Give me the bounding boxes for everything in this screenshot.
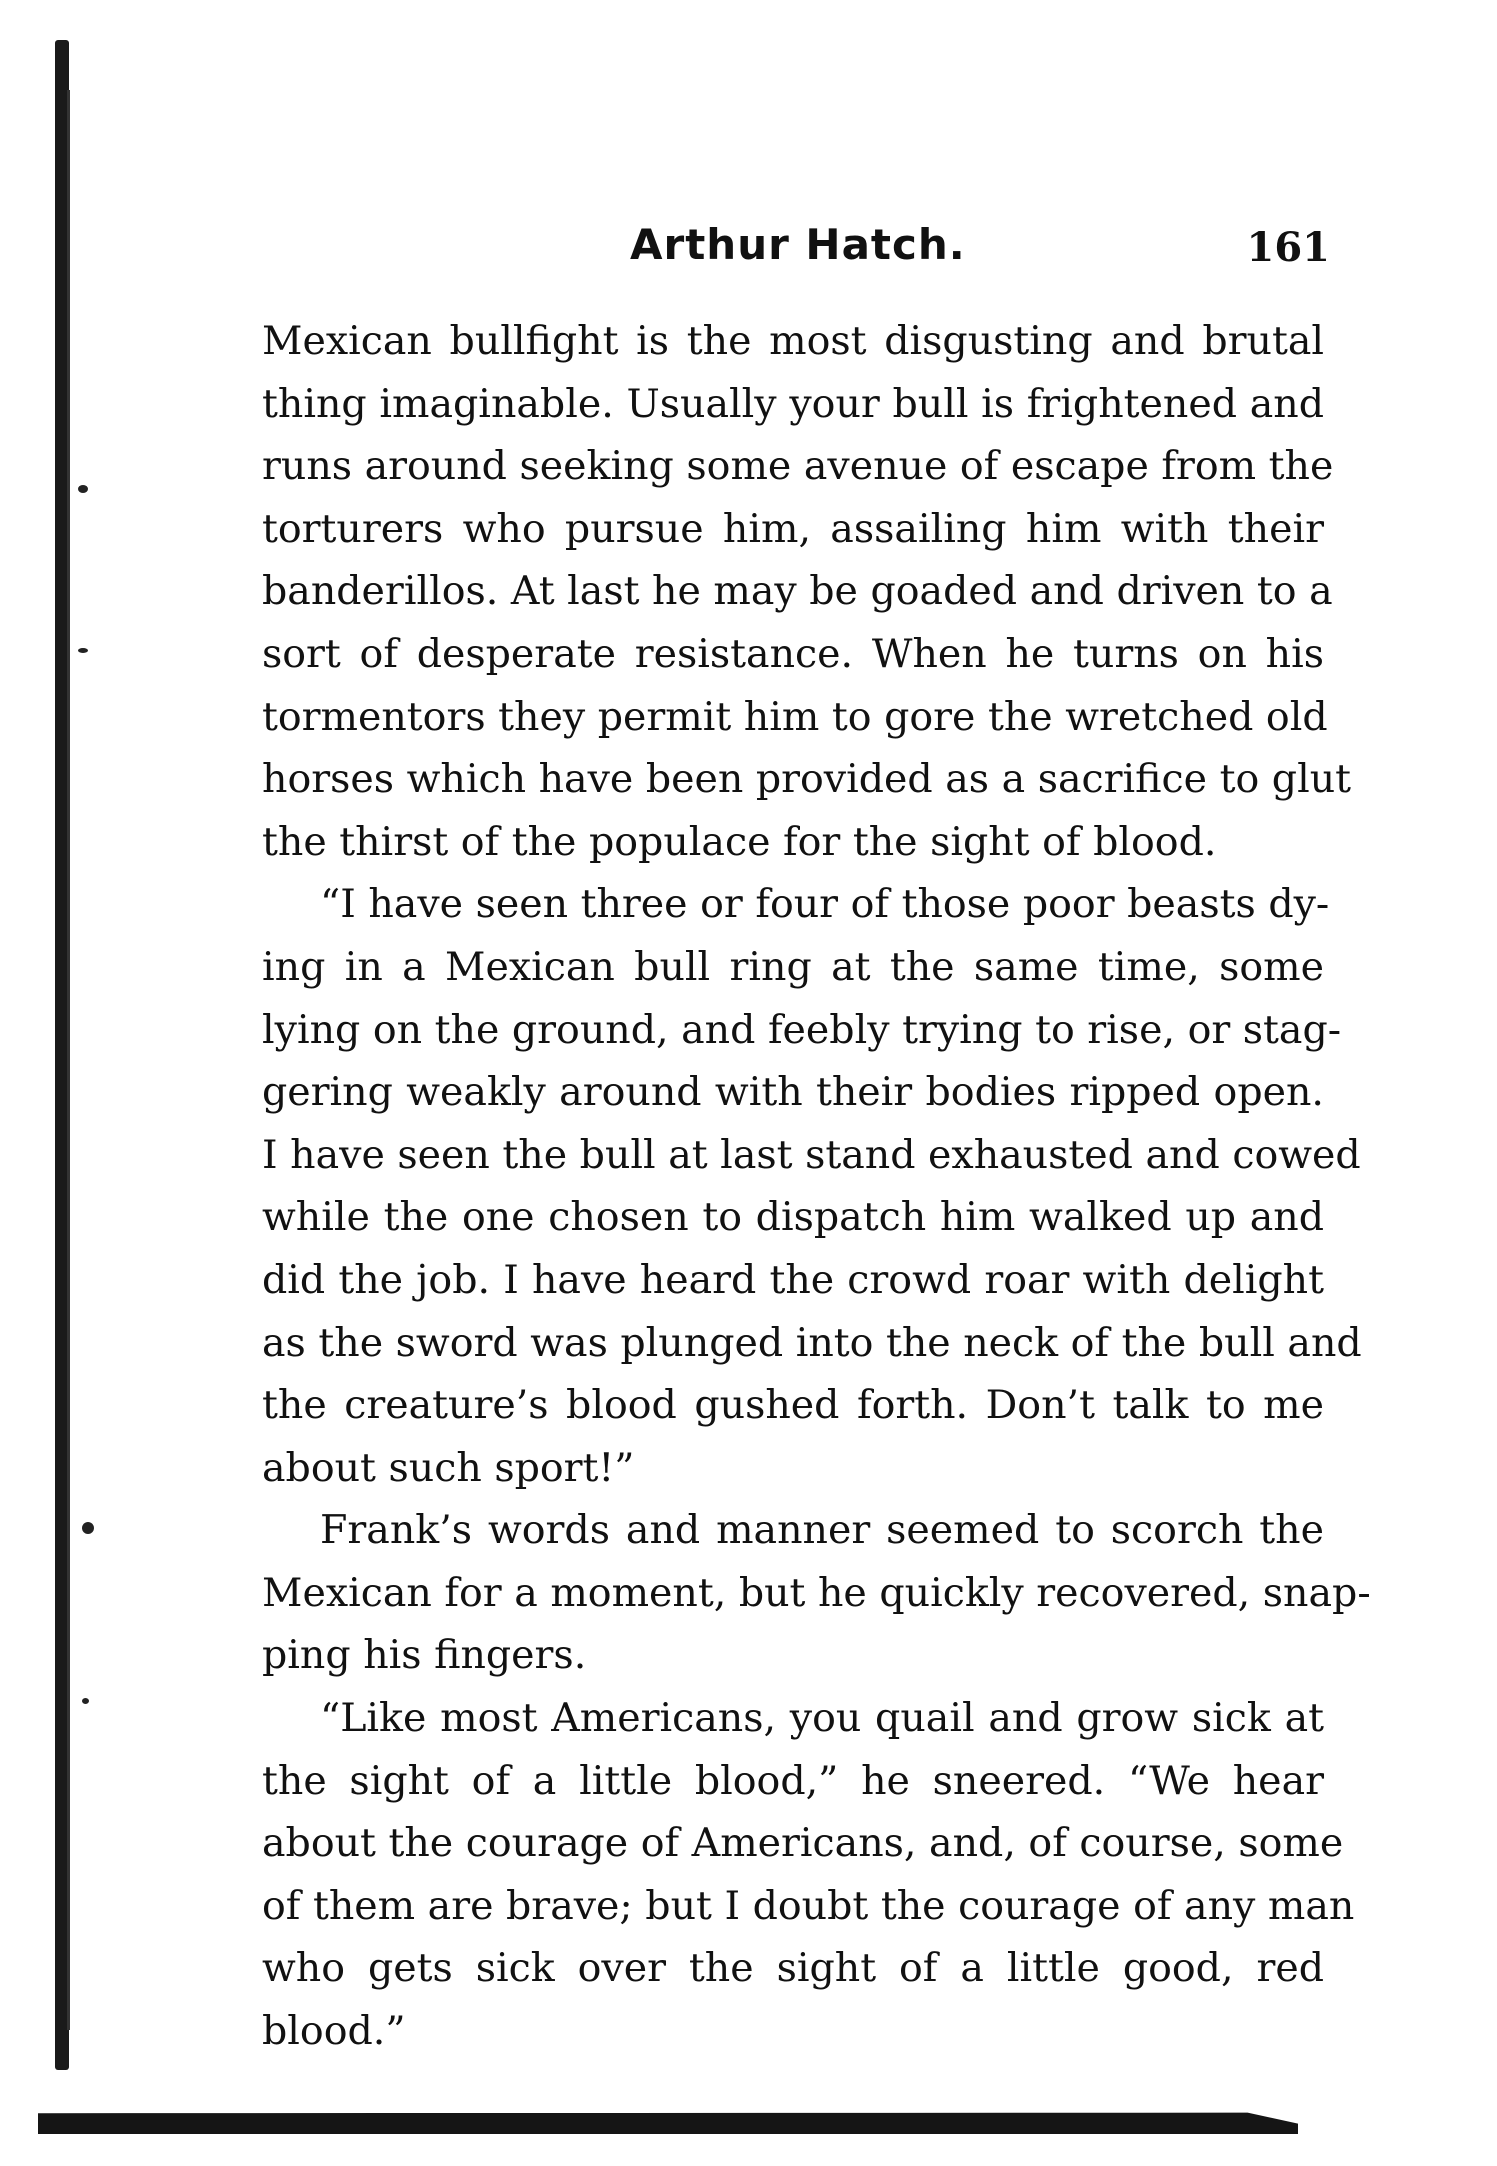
- text-line: as the sword was plunged into the neck of the bull and: [262, 1319, 1362, 1366]
- scan-speck: [78, 648, 88, 653]
- text-line: banderillos. At last he may be goaded and driven to a: [262, 568, 1333, 615]
- page-number: 161: [1246, 224, 1330, 271]
- text-line: the creature’s blood gushed forth. Don’t talk to me: [262, 1382, 1324, 1429]
- text-line: blood.”: [262, 2008, 406, 2055]
- text-line: gering weakly around with their bodies ripped open.: [262, 1069, 1324, 1116]
- scan-speck: [82, 1698, 89, 1704]
- binding-edge-shadow: [67, 90, 70, 2030]
- text-line: ing in a Mexican bull ring at the same time, some: [262, 943, 1324, 990]
- text-line: tormentors they permit him to gore the wretched old: [262, 693, 1328, 740]
- text-line: did the job. I have heard the crowd roar with delight: [262, 1256, 1324, 1303]
- text-line: lying on the ground, and feebly trying to rise, or stag-: [262, 1006, 1342, 1053]
- body-text: [262, 310, 1371, 2063]
- text-line: ping his fingers.: [262, 1632, 587, 1679]
- text-line: about such sport!”: [262, 1444, 635, 1491]
- scan-speck: [82, 1522, 94, 1534]
- text-line: while the one chosen to dispatch him walked up and: [262, 1194, 1324, 1241]
- text-line: about the courage of Americans, and, of course, some: [262, 1820, 1344, 1867]
- text-line: “I have seen three or four of those poor beasts dy-: [320, 881, 1330, 928]
- text-line: Mexican bullfight is the most disgusting and brutal: [262, 318, 1324, 364]
- text-line: I have seen the bull at last stand exhausted and cowed: [262, 1131, 1361, 1178]
- text-line: sort of desperate resistance. When he turns on his: [262, 630, 1324, 677]
- running-header: [260, 220, 1340, 280]
- text-line: Frank’s words and manner seemed to scorch the: [320, 1507, 1324, 1554]
- scan-speck: [78, 485, 88, 493]
- text-line: thing imaginable. Usually your bull is frightened and: [262, 380, 1324, 427]
- text-line: Mexican for a moment, but he quickly recovered, snap-: [262, 1569, 1371, 1616]
- text-line: who gets sick over the sight of a little good, red: [262, 1945, 1324, 1992]
- text-line: of them are brave; but I doubt the courage of any man: [262, 1882, 1355, 1929]
- running-header-title: Arthur Hatch.: [630, 220, 966, 269]
- text-line: the sight of a little blood,” he sneered. “We hear: [262, 1757, 1324, 1804]
- text-line: “Like most Americans, you quail and grow sick at: [320, 1695, 1324, 1742]
- scan-bottom-bar: [38, 2108, 1298, 2134]
- text-line: runs around seeking some avenue of escape from the: [262, 443, 1334, 490]
- text-line: horses which have been provided as a sacrifice to glut: [262, 756, 1352, 803]
- text-line: torturers who pursue him, assailing him with their: [262, 505, 1324, 552]
- text-line: the thirst of the populace for the sight of blood.: [262, 818, 1217, 865]
